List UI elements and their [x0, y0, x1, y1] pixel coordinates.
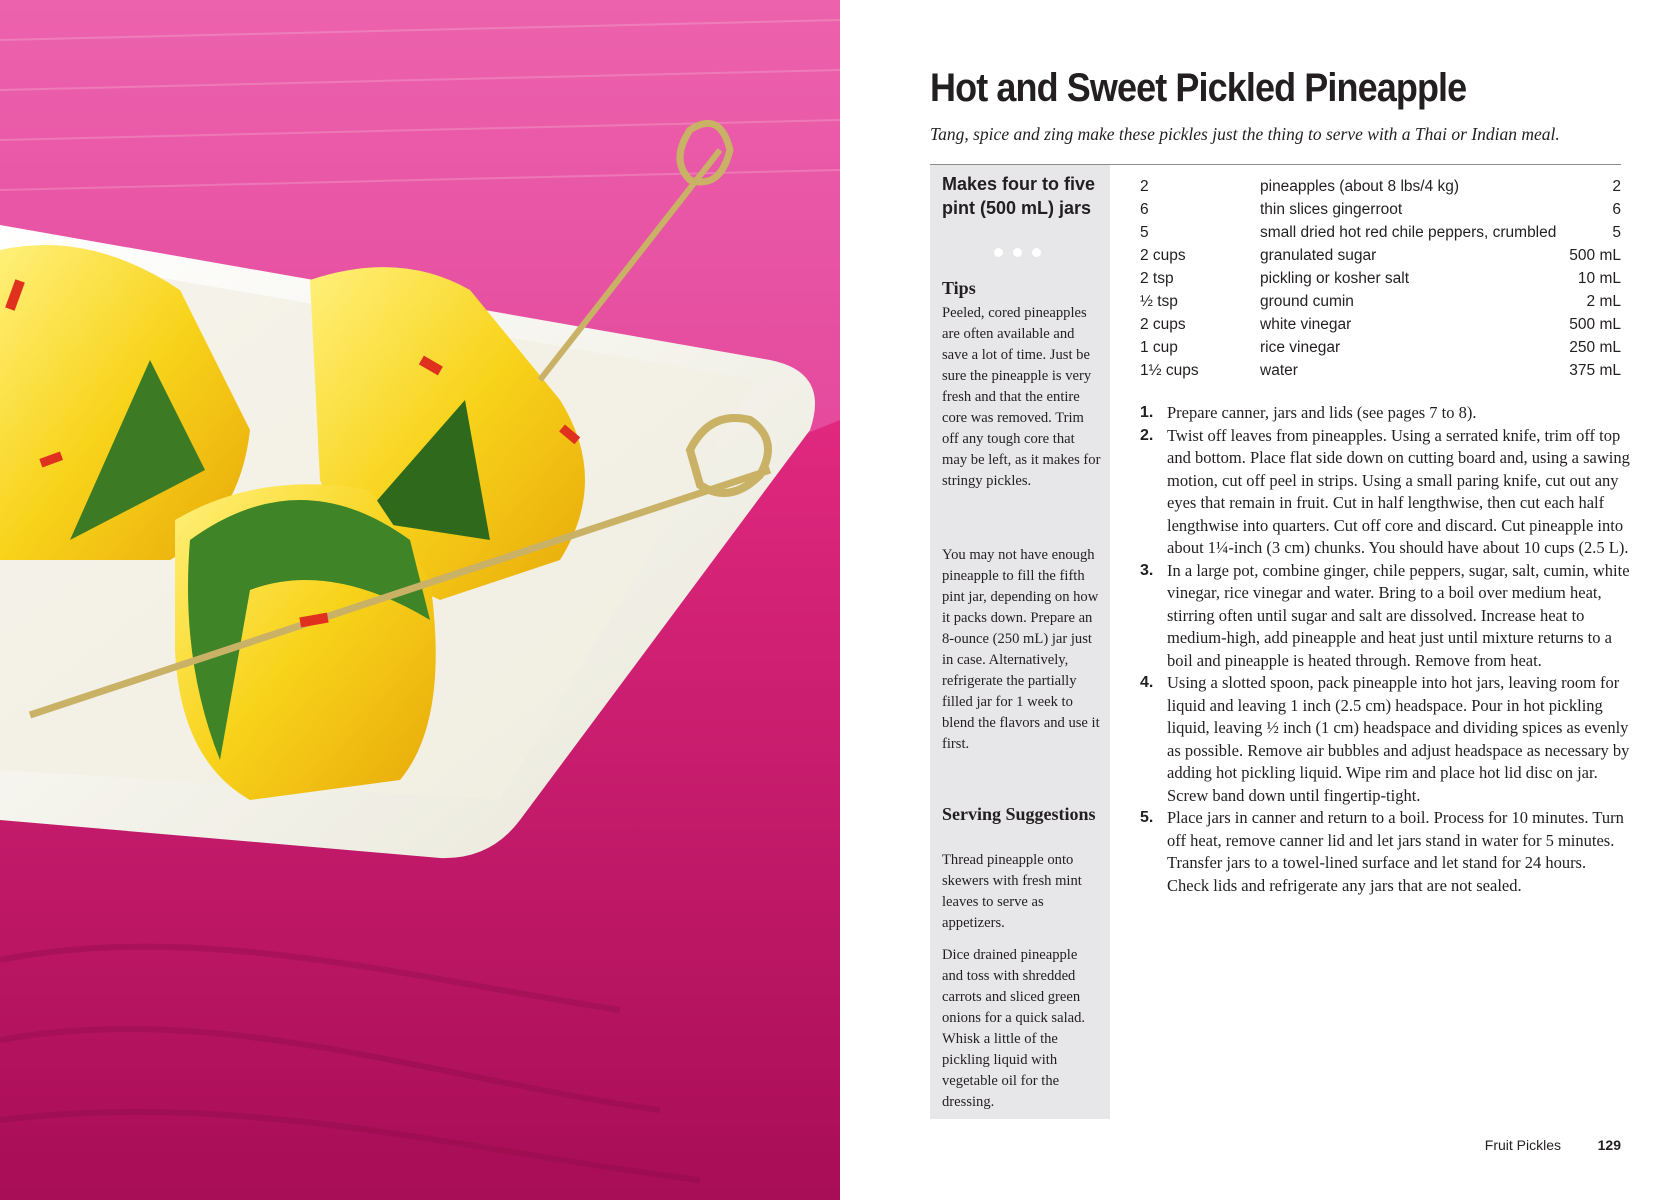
recipe-title: Hot and Sweet Pickled Pineapple	[930, 66, 1467, 110]
step-number: 3.	[1140, 561, 1154, 579]
ingredients-table	[1140, 175, 1621, 382]
method-steps	[1140, 402, 1630, 897]
ingredient-metric-amount: 5	[1612, 224, 1621, 241]
ingredient-name: pineapples (about 8 lbs/4 kg)	[1260, 178, 1460, 195]
ingredient-us-amount: 2 cups	[1140, 247, 1186, 264]
ingredient-row	[1140, 313, 1621, 336]
ingredient-name: ground cumin	[1260, 293, 1354, 310]
ingredient-row	[1140, 175, 1621, 198]
ingredient-us-amount: 6	[1140, 201, 1149, 218]
ingredient-metric-amount: 6	[1612, 201, 1621, 218]
step-text: Twist off leaves from pineapples. Using a serrated knife, trim off top and bottom. Place flat side down on cutting board and, using a sawing motion, cut off peel in strips. Using a small paring knife, cut out any eyes that remain in fruit. Cut in half lengthwise, then cut each half lengthwise into quarters. Cut off core and discard. Cut pineapple into about 1¼-inch (3 cm) chunks. You should have about 10 cups (2.5 L).	[1167, 425, 1630, 557]
running-footer-section: Fruit Pickles	[1484, 1137, 1561, 1153]
ingredient-row	[1140, 290, 1621, 313]
ingredient-us-amount: ½ tsp	[1140, 293, 1178, 310]
ingredient-name: thin slices gingerroot	[1260, 201, 1403, 218]
tips-heading: Tips	[942, 278, 976, 298]
recipe-yield: Makes four to five pint (500 mL) jars	[942, 174, 1096, 218]
ingredient-row	[1140, 336, 1621, 359]
step-number: 4.	[1140, 674, 1154, 691]
method-step	[1140, 425, 1630, 560]
tip-text: Peeled, cored pineapples are often available and save a lot of time. Just be sure the pineapple is very fresh and that the entire core was removed. Trim off any tough core that may be left, as it makes for stringy pickles.	[942, 305, 1101, 489]
serving-heading: Serving Suggestions	[942, 804, 1096, 824]
ingredient-name: small dried hot red chile peppers, crumbled	[1260, 224, 1557, 241]
method-step	[1140, 807, 1630, 897]
ornament-dots	[994, 244, 1051, 262]
ingredient-us-amount: 2	[1140, 178, 1149, 195]
ingredient-row	[1140, 359, 1621, 382]
ingredient-metric-amount: 500 mL	[1569, 247, 1621, 264]
ingredient-metric-amount: 250 mL	[1569, 339, 1621, 356]
ingredient-row	[1140, 198, 1621, 221]
serving-suggestion: Thread pineapple onto skewers with fresh mint leaves to serve as appetizers.	[942, 852, 1082, 931]
ingredient-us-amount: 2 tsp	[1140, 270, 1174, 287]
ingredient-name: granulated sugar	[1260, 247, 1377, 264]
ingredient-row	[1140, 244, 1621, 267]
ingredient-name: white vinegar	[1260, 316, 1352, 333]
step-number: 5.	[1140, 809, 1154, 826]
ingredient-name: pickling or kosher salt	[1260, 270, 1410, 287]
ingredient-metric-amount: 500 mL	[1569, 316, 1621, 333]
method-step	[1140, 402, 1630, 425]
recipe-subtitle: Tang, spice and zing make these pickles just the thing to serve with a Thai or Indian meal.	[930, 124, 1560, 144]
ingredient-us-amount: 1½ cups	[1140, 362, 1199, 379]
ingredient-us-amount: 1 cup	[1140, 339, 1178, 356]
step-text: In a large pot, combine ginger, chile peppers, sugar, salt, cumin, white vinegar, rice vinegar and water. Bring to a boil over medium heat, stirring often until sugar and salt are dissolved. Increase heat to medium-high, add pineapple and heat just until mixture returns to a boil and pineapple is heated through. Remove from heat.	[1167, 560, 1630, 670]
ingredient-metric-amount: 2 mL	[1586, 293, 1621, 310]
method-step	[1140, 672, 1630, 807]
ingredient-metric-amount: 2	[1612, 178, 1621, 195]
page-number: 129	[1597, 1137, 1621, 1153]
ingredient-metric-amount: 375 mL	[1569, 362, 1621, 379]
ingredient-name: water	[1260, 362, 1298, 379]
step-number: 1.	[1140, 404, 1154, 421]
tip-text: You may not have enough pineapple to fill the fifth pint jar, depending on how it packs down. Prepare an 8-ounce (250 mL) jar just in case. Alternatively, refrigerate the partially filled jar for 1 week to blend the flavors and use it first.	[942, 547, 1100, 752]
ingredient-row	[1140, 267, 1621, 290]
step-text: Place jars in canner and return to a boil. Process for 10 minutes. Turn off heat, remove canner lid and let jars stand in water for 5 minutes. Transfer jars to a towel-lined surface and let stand for 24 hours. Check lids and refrigerate any jars that are not sealed.	[1167, 808, 1624, 895]
step-text: Prepare canner, jars and lids (see pages 7 to 8).	[1167, 403, 1477, 422]
step-text: Using a slotted spoon, pack pineapple into hot jars, leaving room for liquid and leaving 1 inch (2.5 cm) headspace. Pour in hot pickling liquid, leaving ½ inch (1 cm) headspace and dividing spices as evenly as possible. Remove air bubbles and adjust headspace as necessary by adding hot pickling liquid. Wipe rim and place hot lid disc on jar. Screw band down until fingertip-tight.	[1167, 673, 1630, 805]
serving-suggestion: Dice drained pineapple and toss with shredded carrots and sliced green onions for a quick salad. Whisk a little of the pickling liquid with vegetable oil for the dressing.	[942, 947, 1086, 1110]
ingredient-row	[1140, 221, 1621, 244]
method-step	[1140, 560, 1630, 673]
ingredient-name: rice vinegar	[1260, 339, 1341, 356]
ingredient-us-amount: 2 cups	[1140, 316, 1186, 333]
ingredient-metric-amount: 10 mL	[1577, 270, 1621, 287]
step-number: 2.	[1140, 426, 1154, 444]
ingredient-us-amount: 5	[1140, 224, 1149, 241]
